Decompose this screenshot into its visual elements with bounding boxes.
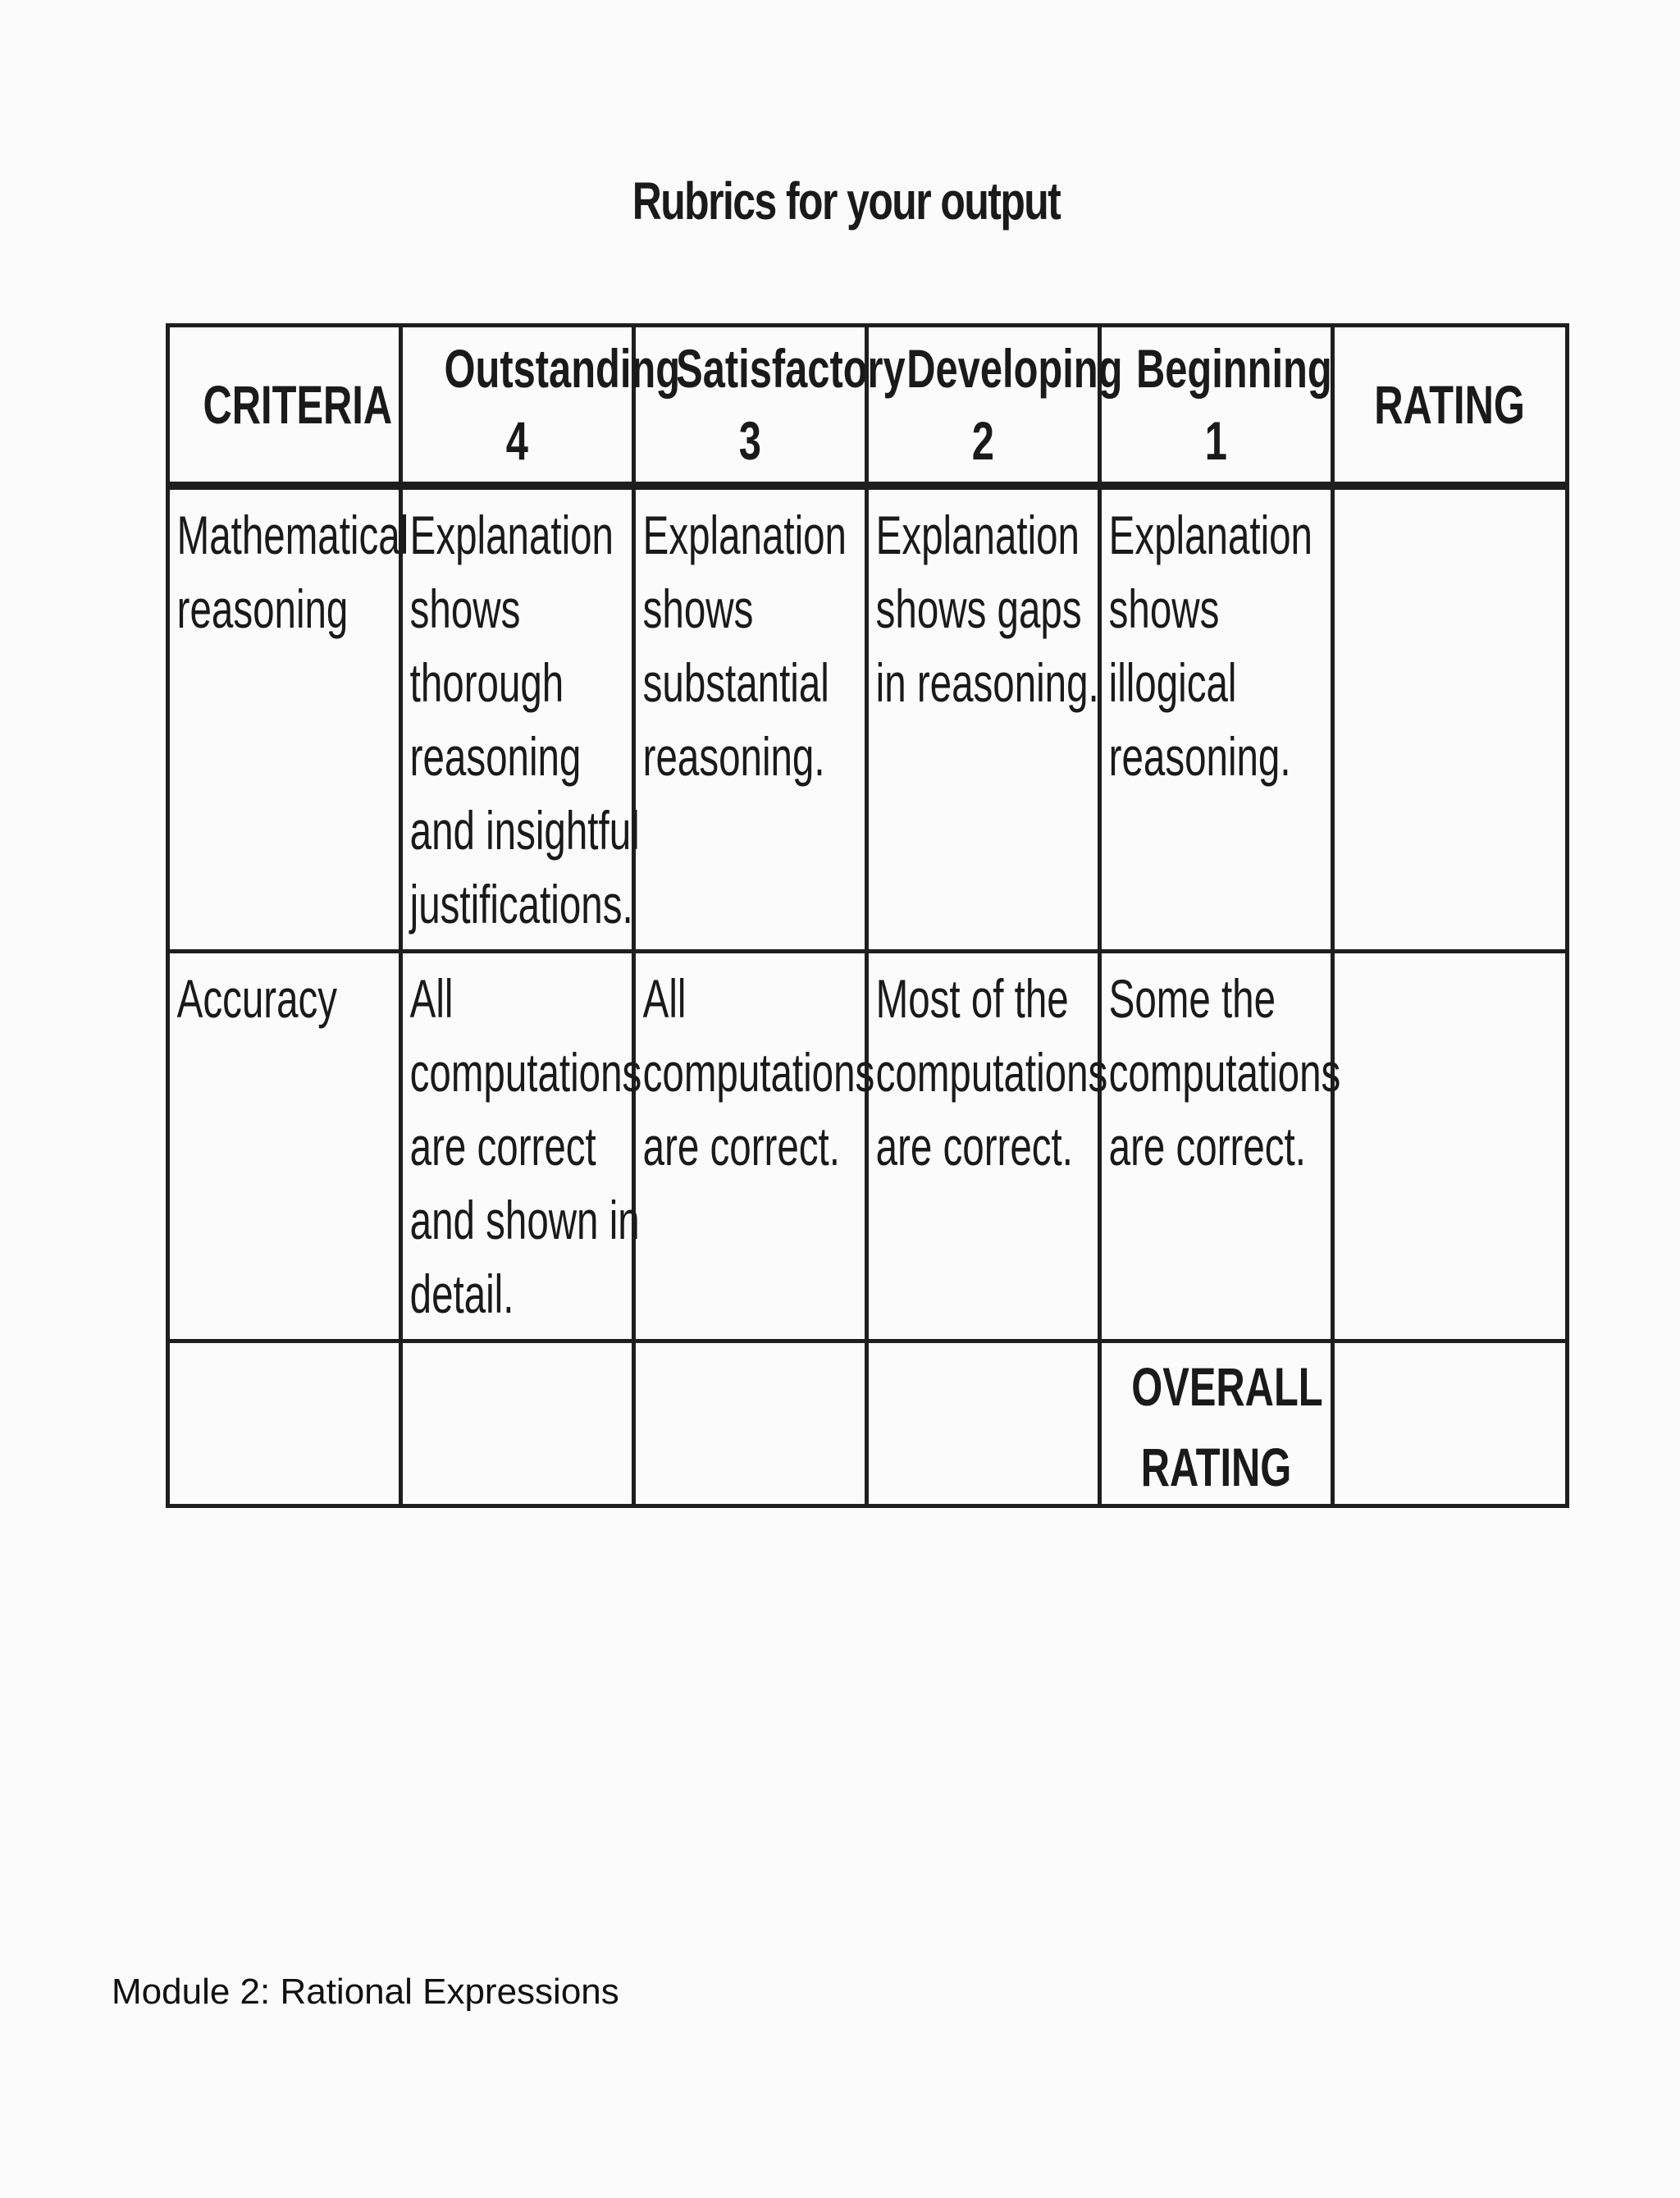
text-line: reasoning [176,578,349,639]
header-beginning-label: Beginning [1135,338,1332,399]
text-line: reasoning [409,726,582,787]
overall-rating-label-cell [1100,1341,1333,1506]
text-line: and shown in [409,1190,640,1250]
text-line: Accuracy [176,968,338,1029]
text-line: and insightful [409,800,640,861]
outstanding-cell [401,486,640,952]
text-line: Some the [1108,968,1276,1029]
rating-value [1335,953,1342,970]
rating-cell[interactable] [1333,486,1568,952]
text-line: are correct. [1108,1116,1306,1177]
header-criteria-label: CRITERIA [203,374,393,435]
developing-cell [867,486,1100,952]
header-satisfactory-label: Satisfactory [676,338,906,399]
outstanding-cell [401,952,642,1341]
text-line: computations [1108,1042,1341,1103]
beginning-cell [1100,486,1333,952]
outstanding-text [403,953,641,1339]
satisfactory-cell [634,486,867,952]
header-row [168,326,1568,487]
text-line: All [409,968,454,1029]
header-outstanding [401,326,681,487]
page-footer: Module 2: Rational Expressions [112,1972,619,2012]
text-line: in reasoning. [875,652,1099,713]
table-row-mathematical-reasoning [168,486,1568,952]
text-line: Most of the [875,968,1069,1029]
developing-text [869,490,1099,728]
text-line: reasoning. [1108,726,1291,787]
header-rating-label: RATING [1374,374,1526,435]
header-beginning-score: 1 [1204,410,1228,471]
empty-cell [867,1341,1100,1506]
text-line: substantial [642,652,829,713]
satisfactory-text [636,953,874,1191]
header-outstanding-label: Outstanding [444,338,681,399]
header-developing-score: 2 [971,410,995,471]
empty-cell [168,1341,401,1506]
rating-value [1335,490,1342,506]
overall-rating-cell[interactable] [1333,1341,1568,1506]
developing-cell [867,952,1108,1341]
text-line: shows [1108,578,1220,639]
empty-cell [401,1341,634,1506]
text-line: Explanation [875,505,1080,565]
header-developing-label: Developing [906,338,1123,399]
text-line: are correct. [642,1116,840,1177]
text-line: computations [875,1042,1108,1103]
header-rating [1333,326,1568,487]
text-line: Explanation [1108,505,1312,565]
table-row-overall [168,1341,1568,1506]
text-line: Explanation [642,505,847,565]
page-title: Rubrics for your output [632,171,1061,231]
text-line: are correct. [875,1116,1073,1177]
header-criteria [168,326,401,487]
table-row-accuracy [168,952,1568,1341]
satisfactory-cell [634,952,875,1341]
header-beginning [1100,326,1333,487]
rubric-table [166,323,1569,1508]
text-line: Explanation [409,505,614,565]
empty-cell [634,1341,867,1506]
criteria-cell [168,952,401,1341]
text-line: justifications. [409,874,633,934]
outstanding-text [403,490,640,949]
text-line: detail. [409,1264,514,1324]
text-line: reasoning. [642,726,825,787]
developing-text [869,953,1107,1191]
beginning-cell [1100,952,1341,1341]
criteria-cell [168,486,409,952]
header-satisfactory-score: 3 [738,410,762,471]
text-line: computations [642,1042,875,1103]
header-outstanding-score: 4 [505,410,529,471]
text-line: thorough [409,652,564,713]
text-line: shows gaps [875,578,1082,639]
text-line: shows [642,578,754,639]
text-line: All [642,968,687,1029]
text-line: Mathematical [176,505,409,565]
text-line: illogical [1108,652,1237,713]
beginning-text [1102,953,1340,1191]
text-line: are correct [409,1116,596,1177]
satisfactory-text [636,490,847,802]
text-line: shows [409,578,521,639]
criteria-text [170,490,409,654]
beginning-text [1102,490,1312,802]
overall-rating-label-line2: RATING [1140,1437,1292,1497]
rating-cell[interactable] [1333,952,1568,1341]
criteria-text [170,953,337,1044]
text-line: computations [409,1042,642,1103]
overall-rating-label-line1: OVERALL [1131,1356,1323,1417]
